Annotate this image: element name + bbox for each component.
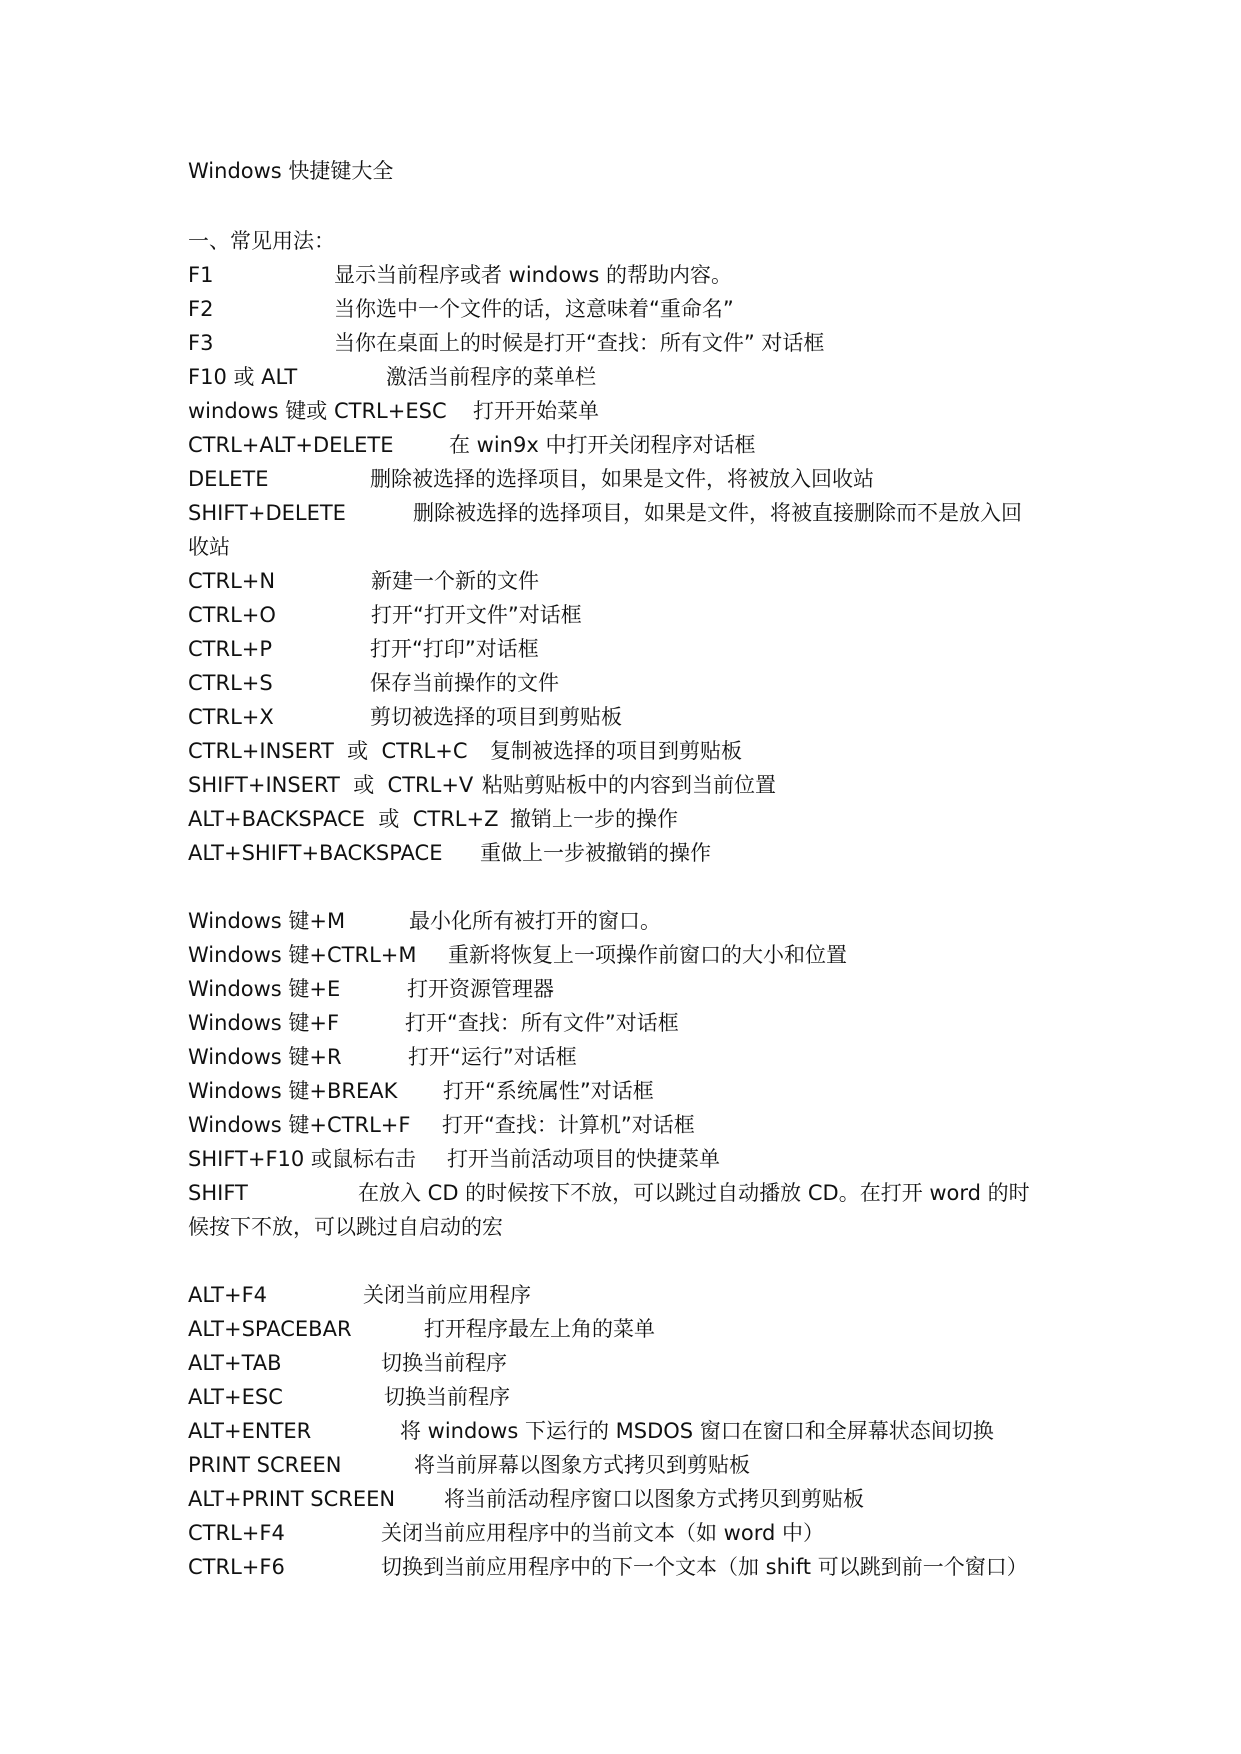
- shortcut-key: ALT+SHIFT+BACKSPACE: [188, 841, 443, 865]
- shortcut-key: CTRL+S: [188, 671, 273, 695]
- shortcut-description: 收站: [188, 535, 230, 559]
- shortcut-key: F10 或 ALT: [188, 365, 298, 389]
- shortcut-description: 删除被选择的选择项目，如果是文件，将被放入回收站: [370, 467, 874, 491]
- shortcut-description: 当你在桌面上的时候是打开“查找：所有文件” 对话框: [334, 331, 825, 355]
- shortcut-description: 最小化所有被打开的窗口。: [409, 909, 661, 933]
- shortcut-description: 打开程序最左上角的菜单: [424, 1317, 655, 1341]
- shortcut-key: CTRL+INSERT 或 CTRL+C: [188, 739, 468, 763]
- shortcut-description: 候按下不放，可以跳过自启动的宏: [188, 1215, 503, 1239]
- shortcut-key: Windows 键+R: [188, 1045, 342, 1069]
- shortcut-description: 当你选中一个文件的话，这意味着“重命名”: [334, 297, 734, 321]
- shortcut-key: F2: [188, 297, 214, 321]
- shortcut-description: 粘贴剪贴板中的内容到当前位置: [482, 773, 776, 797]
- shortcut-description: 在放入 CD 的时候按下不放，可以跳过自动播放 CD。在打开 word 的时: [358, 1181, 1030, 1205]
- shortcut-description: 切换当前程序: [384, 1385, 510, 1409]
- shortcut-description: 在 win9x 中打开关闭程序对话框: [449, 433, 756, 457]
- shortcut-key: DELETE: [188, 467, 269, 491]
- shortcut-description: 切换当前程序: [381, 1351, 507, 1375]
- shortcut-description: 新建一个新的文件: [371, 569, 539, 593]
- shortcut-description: 打开当前活动项目的快捷菜单: [447, 1147, 720, 1171]
- shortcut-description: 打开资源管理器: [407, 977, 554, 1001]
- shortcut-key: SHIFT+F10 或鼠标右击: [188, 1147, 416, 1171]
- shortcut-description: 将当前活动程序窗口以图象方式拷贝到剪贴板: [444, 1487, 864, 1511]
- shortcut-key: ALT+ESC: [188, 1385, 283, 1409]
- shortcut-description: 打开“打印”对话框: [370, 637, 539, 661]
- shortcut-description: 撤销上一步的操作: [510, 807, 678, 831]
- shortcut-key: SHIFT: [188, 1181, 248, 1205]
- shortcut-description: 将 windows 下运行的 MSDOS 窗口在窗口和全屏幕状态间切换: [400, 1419, 994, 1443]
- shortcut-key: F3: [188, 331, 214, 355]
- shortcut-description: 重做上一步被撤销的操作: [480, 841, 711, 865]
- section-heading: 一、常见用法：: [188, 229, 335, 253]
- shortcut-key: CTRL+N: [188, 569, 276, 593]
- document-title: Windows 快捷键大全: [188, 159, 394, 183]
- shortcut-key: PRINT SCREEN: [188, 1453, 342, 1477]
- shortcut-key: ALT+PRINT SCREEN: [188, 1487, 396, 1511]
- shortcut-key: Windows 键+CTRL+M: [188, 943, 417, 967]
- shortcut-description: 切换到当前应用程序中的下一个文本（加 shift 可以跳到前一个窗口）: [381, 1555, 1028, 1579]
- shortcut-description: 打开“打开文件”对话框: [371, 603, 582, 627]
- shortcut-description: 关闭当前应用程序中的当前文本（如 word 中）: [381, 1521, 824, 1545]
- shortcut-key: CTRL+F4: [188, 1521, 285, 1545]
- shortcut-key: CTRL+O: [188, 603, 276, 627]
- shortcut-key: windows 键或 CTRL+ESC: [188, 399, 447, 423]
- shortcut-description: 打开“系统属性”对话框: [443, 1079, 654, 1103]
- shortcut-key: F1: [188, 263, 214, 287]
- shortcut-description: 删除被选择的选择项目，如果是文件，将被直接删除而不是放入回: [413, 501, 1022, 525]
- shortcut-key: Windows 键+F: [188, 1011, 340, 1035]
- shortcut-key: Windows 键+BREAK: [188, 1079, 398, 1103]
- shortcut-description: 打开“运行”对话框: [408, 1045, 577, 1069]
- shortcut-description: 打开开始菜单: [473, 399, 599, 423]
- shortcut-key: SHIFT+INSERT 或 CTRL+V: [188, 773, 474, 797]
- shortcut-key: Windows 键+E: [188, 977, 341, 1001]
- shortcut-key: CTRL+F6: [188, 1555, 285, 1579]
- shortcut-key: CTRL+X: [188, 705, 274, 729]
- shortcut-key: Windows 键+CTRL+F: [188, 1113, 411, 1137]
- shortcut-description: 打开“查找：所有文件”对话框: [405, 1011, 679, 1035]
- shortcut-key: CTRL+ALT+DELETE: [188, 433, 394, 457]
- shortcut-key: Windows 键+M: [188, 909, 346, 933]
- shortcut-key: ALT+TAB: [188, 1351, 282, 1375]
- shortcut-description: 重新将恢复上一项操作前窗口的大小和位置: [448, 943, 847, 967]
- shortcut-key: CTRL+P: [188, 637, 273, 661]
- shortcut-description: 显示当前程序或者 windows 的帮助内容。: [334, 263, 732, 287]
- shortcut-description: 将当前屏幕以图象方式拷贝到剪贴板: [414, 1453, 750, 1477]
- shortcut-description: 复制被选择的项目到剪贴板: [490, 739, 742, 763]
- shortcut-description: 激活当前程序的菜单栏: [386, 365, 596, 389]
- shortcut-description: 关闭当前应用程序: [363, 1283, 531, 1307]
- shortcut-description: 保存当前操作的文件: [370, 671, 559, 695]
- shortcut-key: ALT+SPACEBAR: [188, 1317, 352, 1341]
- shortcut-key: ALT+ENTER: [188, 1419, 312, 1443]
- shortcut-key: ALT+F4: [188, 1283, 268, 1307]
- shortcut-description: 剪切被选择的项目到剪贴板: [370, 705, 622, 729]
- shortcut-description: 打开“查找：计算机”对话框: [442, 1113, 695, 1137]
- shortcut-key: SHIFT+DELETE: [188, 501, 346, 525]
- shortcut-key: ALT+BACKSPACE 或 CTRL+Z: [188, 807, 499, 831]
